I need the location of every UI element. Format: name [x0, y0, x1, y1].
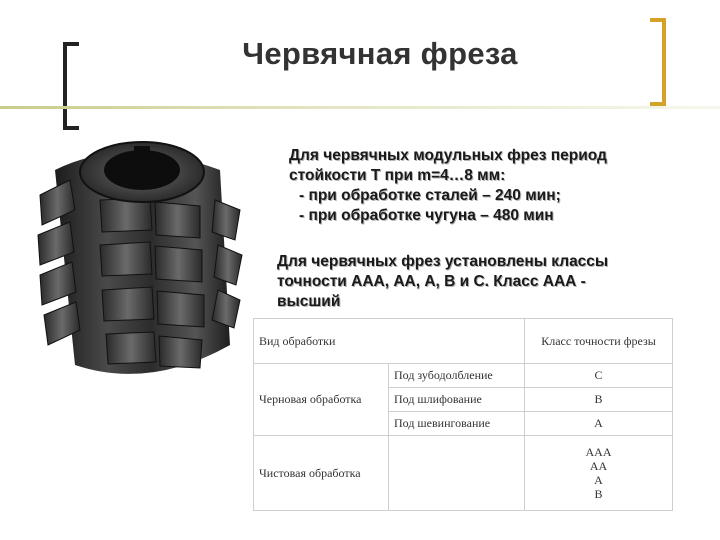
- table-row: [254, 364, 673, 388]
- finish-class-aa: АА: [589, 459, 608, 473]
- finish-class-cell: [525, 436, 673, 511]
- operation-cell: Под шевингование: [389, 412, 525, 436]
- slide-title: Червячная фреза: [242, 36, 518, 71]
- class-cell: В: [525, 388, 673, 412]
- accuracy-class-table: [253, 318, 673, 511]
- operation-cell: Под зубодолбление: [389, 364, 525, 388]
- class-cell: С: [525, 364, 673, 388]
- rough-machining-label: Черновая обработка: [254, 364, 389, 436]
- tool-life-line-1: Для червячных модульных фрез период: [289, 147, 607, 164]
- tool-life-line-2: стойкости Т при m=4…8 мм:: [289, 167, 506, 184]
- finish-class-aaa: ААА: [585, 445, 612, 459]
- tool-life-steel: - при обработке сталей – 240 мин;: [299, 187, 561, 204]
- operation-cell: Под шлифование: [389, 388, 525, 412]
- header-accuracy-class: Класс точности фрезы: [525, 319, 673, 364]
- tool-life-cast-iron: - при обработке чугуна – 480 мин: [299, 207, 554, 224]
- hob-cutter-image: [30, 140, 245, 400]
- table-header-row: [254, 319, 673, 364]
- finish-machining-label: Чистовая обработка: [254, 436, 389, 511]
- title-underline: [0, 106, 720, 109]
- finish-class-b: В: [594, 487, 603, 501]
- operation-cell-empty: [389, 436, 525, 511]
- right-bracket: [650, 18, 666, 106]
- finish-class-a: А: [594, 473, 603, 487]
- table-row: [254, 436, 673, 511]
- accuracy-line-1: Для червячных фрез установлены классы: [277, 253, 609, 270]
- left-bracket: [63, 42, 79, 130]
- tool-life-note: [289, 146, 619, 226]
- accuracy-line-3: высший: [277, 293, 341, 310]
- header-machining-type: Вид обработки: [254, 319, 525, 364]
- class-cell: А: [525, 412, 673, 436]
- accuracy-classes-note: [277, 252, 607, 312]
- accuracy-line-2: точности ААА, АА, А, В и С. Класс ААА -: [277, 273, 586, 290]
